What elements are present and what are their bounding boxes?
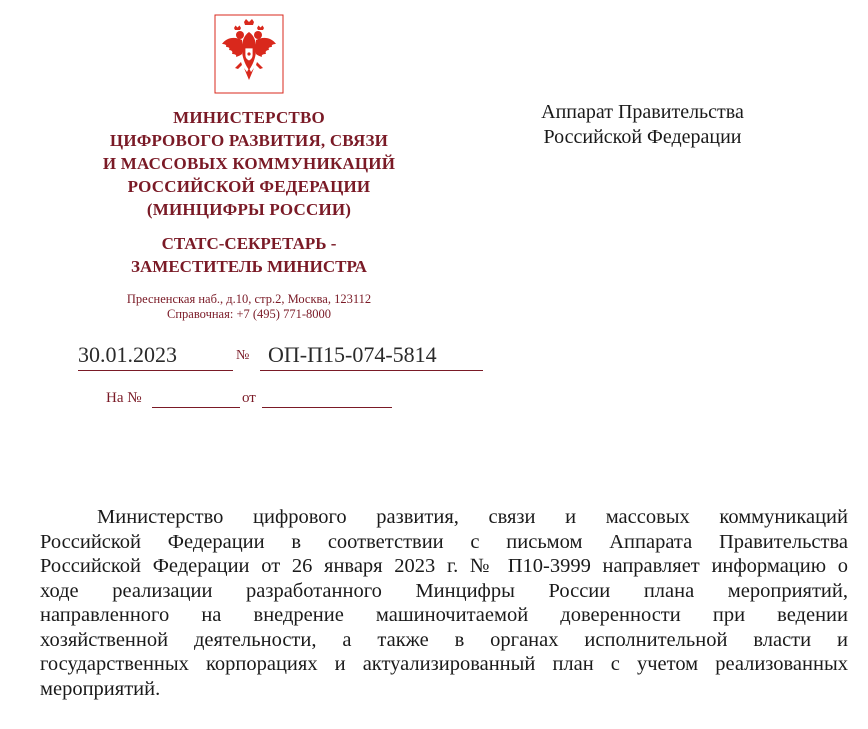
ministry-name-line: И МАССОВЫХ КОММУНИКАЦИЙ	[102, 154, 396, 173]
reference-number-label: На №	[106, 390, 142, 406]
ministry-name-line: РОССИЙСКОЙ ФЕДЕРАЦИИ	[127, 177, 371, 196]
registration-number-label: №	[236, 348, 250, 363]
position-line: ЗАМЕСТИТЕЛЬ МИНИСТРА	[131, 257, 367, 276]
ministry-name	[60, 106, 438, 221]
reference-date-label: от	[242, 390, 256, 406]
ministry-phone: Справочная: +7 (495) 771-8000	[167, 307, 331, 321]
position-line: СТАТС-СЕКРЕТАРЬ -	[161, 234, 337, 253]
ministry-name-line: ЦИФРОВОГО РАЗВИТИЯ, СВЯЗИ	[109, 131, 389, 150]
ministry-contacts	[60, 292, 438, 322]
ministry-name-line: МИНИСТЕРСТВО	[173, 108, 325, 127]
reference-number-blank	[152, 390, 240, 408]
body-line: направленного на внедрение машиночитаемой доверенности при ведении	[40, 604, 848, 626]
ministry-name-line: (МИНЦИФРЫ РОССИИ)	[146, 200, 352, 219]
body-line: государственных корпорациях и актуализированный план с учетом реализованных	[40, 653, 848, 675]
body-line: Российской Федерации от 26 января 2023 г. № П10-3999 направляет информацию о	[40, 555, 848, 577]
recipient-block	[505, 100, 780, 150]
registration-number: ОП-П15-074-5814	[260, 342, 483, 371]
recipient-line: Российской Федерации	[543, 126, 742, 148]
body-line: ходе реализации разработанного Минцифры России плана мероприятий,	[40, 579, 848, 602]
body-line: мероприятий.	[40, 677, 161, 700]
signatory-position	[60, 232, 438, 278]
ministry-address: Пресненская наб., д.10, стр.2, Москва, 123112	[126, 292, 372, 306]
body-line: Российской Федерации в соответствии с письмом Аппарата Правительства	[40, 530, 848, 553]
reference-date-blank	[262, 390, 392, 408]
registration-date: 30.01.2023	[78, 342, 233, 371]
letter-body	[40, 505, 848, 701]
russian-coat-of-arms-icon	[214, 14, 284, 94]
body-line: Министерство цифрового развития, связи и массовых коммуникаций	[97, 506, 848, 528]
recipient-line: Аппарат Правительства	[541, 101, 744, 123]
body-line: хозяйственной деятельности, а также в органах исполнительной власти и	[40, 628, 848, 651]
